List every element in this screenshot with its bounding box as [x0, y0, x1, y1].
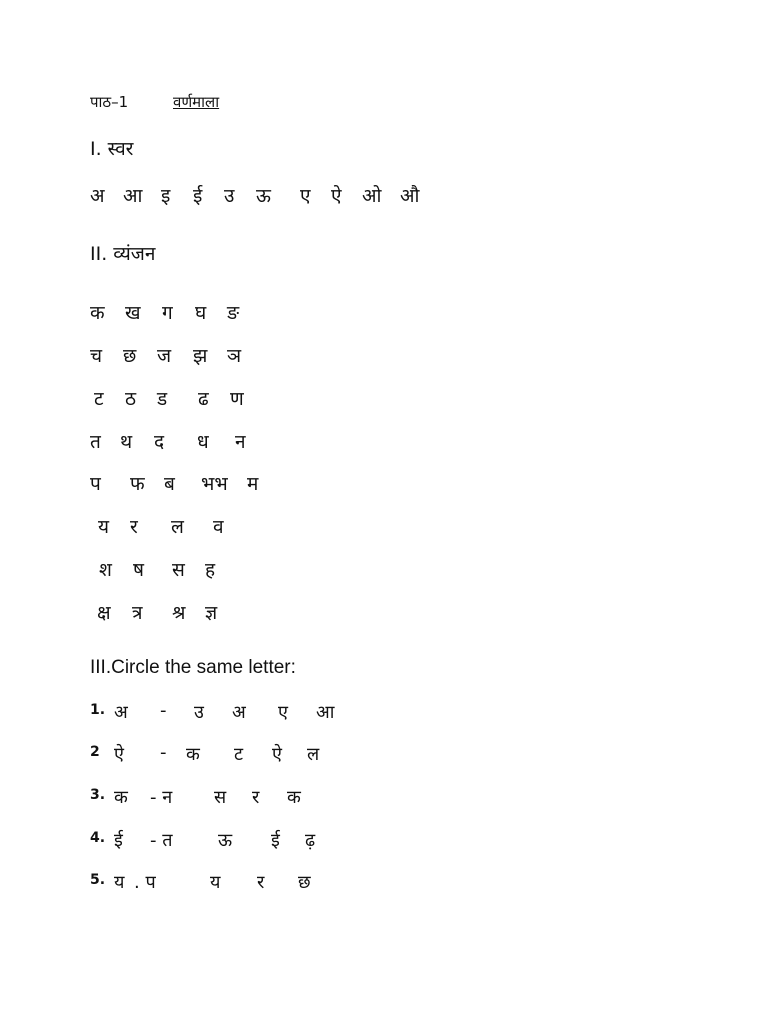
exercise-separator: . प — [134, 872, 156, 893]
consonant-letter: क्ष — [97, 602, 111, 624]
exercise-option[interactable]: ल — [307, 744, 320, 765]
consonant-letter: ड — [157, 388, 168, 410]
exercise-number: 2 — [90, 744, 100, 760]
consonant-letter: ट — [94, 388, 104, 410]
exercise-item — [0, 785, 768, 813]
consonant-row-conjuncts — [0, 599, 768, 627]
vowels-heading: I. स्वर — [90, 138, 134, 160]
consonant-row-ta-retroflex — [0, 385, 768, 413]
consonant-letter: स — [172, 559, 185, 581]
consonant-letter: म — [247, 473, 259, 495]
consonant-letter: ब — [164, 473, 175, 495]
consonant-letter: ज्ञ — [205, 602, 218, 624]
exercise-item — [0, 828, 768, 856]
exercise-option[interactable]: आ — [316, 702, 335, 723]
consonant-letter: र — [130, 516, 138, 538]
consonants-heading: II. व्यंजन — [90, 243, 156, 265]
exercise-item — [0, 742, 768, 770]
consonant-letter: थ — [120, 431, 133, 453]
vowel-letter: औ — [400, 185, 420, 207]
consonant-letter: श — [99, 559, 112, 581]
consonant-letter: य — [98, 516, 110, 538]
consonant-letter: ण — [230, 388, 244, 410]
consonant-letter: त — [90, 431, 101, 453]
consonant-letter: ध — [197, 431, 209, 453]
consonant-letter: झ — [193, 345, 208, 367]
exercise-separator: - — [160, 742, 167, 763]
exercise-option[interactable]: र — [252, 787, 260, 808]
exercise-option[interactable]: क — [186, 744, 200, 765]
exercise-target: ऐ — [114, 744, 124, 765]
consonant-letter: ल — [171, 516, 184, 538]
vowel-letter: ओ — [362, 185, 382, 207]
exercise-target: अ — [114, 702, 128, 723]
exercise-option[interactable]: ढ़ — [305, 830, 316, 851]
consonant-letter: ख — [125, 302, 141, 324]
consonant-letter: ज — [157, 345, 172, 367]
consonant-row-ka — [0, 299, 768, 327]
exercise-heading: III.Circle the same letter: — [90, 657, 296, 678]
lesson-header — [90, 92, 220, 112]
exercise-separator: - त — [150, 830, 173, 851]
consonant-letter: ङ — [227, 302, 240, 324]
consonant-row-pa — [0, 470, 768, 498]
vowels-row — [0, 182, 768, 210]
consonant-letter: ह — [205, 559, 216, 581]
exercise-option[interactable]: ट — [234, 744, 244, 765]
exercise-separator: - — [160, 700, 167, 721]
consonant-letter: क — [90, 302, 105, 324]
exercise-option[interactable]: ई — [271, 830, 280, 851]
exercise-target: ई — [114, 830, 123, 851]
consonant-row-ta-dental — [0, 428, 768, 456]
exercise-item — [0, 700, 768, 728]
consonant-letter: द — [154, 431, 165, 453]
exercise-number: 3. — [90, 787, 106, 803]
vowel-letter: ए — [300, 185, 311, 207]
vowel-letter: आ — [123, 185, 143, 207]
exercise-option[interactable]: ए — [278, 702, 288, 723]
exercise-option[interactable]: र — [257, 872, 265, 893]
consonant-row-ya — [0, 513, 768, 541]
exercise-option[interactable]: छ — [298, 872, 311, 893]
exercise-target: क — [114, 787, 128, 808]
consonant-letter: ग — [162, 302, 173, 324]
vowel-letter: ऊ — [256, 185, 271, 207]
vowel-letter: उ — [224, 185, 235, 207]
exercise-option[interactable]: स — [214, 787, 227, 808]
consonant-letter: न — [235, 431, 246, 453]
exercise-item — [0, 870, 768, 898]
consonant-letter: ष — [133, 559, 144, 581]
exercise-target: य — [114, 872, 125, 893]
exercise-separator: - न — [150, 787, 173, 808]
exercise-option[interactable]: य — [210, 872, 221, 893]
exercise-number: 1. — [90, 702, 106, 718]
vowel-letter: इ — [161, 185, 171, 207]
consonant-letter: ठ — [125, 388, 137, 410]
exercise-number: 4. — [90, 830, 106, 846]
consonant-row-sha — [0, 556, 768, 584]
consonant-letter: प — [90, 473, 101, 495]
consonant-letter: श्र — [172, 602, 186, 624]
consonant-row-cha — [0, 342, 768, 370]
lesson-number: पाठ–1 — [90, 93, 129, 111]
consonant-letter: ढ — [198, 388, 209, 410]
consonant-letter: फ — [130, 473, 145, 495]
consonant-letter: भभ — [201, 473, 228, 495]
consonant-letter: व — [213, 516, 224, 538]
consonant-letter: त्र — [132, 602, 143, 624]
exercise-option[interactable]: क — [287, 787, 301, 808]
consonant-letter: घ — [195, 302, 207, 324]
consonant-letter: ञ — [227, 345, 242, 367]
lesson-title: वर्णमाला — [173, 93, 220, 111]
consonant-letter: च — [90, 345, 103, 367]
exercise-option[interactable]: अ — [232, 702, 246, 723]
vowel-letter: अ — [90, 185, 105, 207]
vowel-letter: ई — [193, 185, 203, 207]
vowel-letter: ऐ — [331, 185, 342, 207]
exercise-option[interactable]: ऐ — [272, 744, 282, 765]
exercise-number: 5. — [90, 872, 106, 888]
exercise-option[interactable]: उ — [194, 702, 204, 723]
consonant-letter: छ — [123, 345, 137, 367]
exercise-option[interactable]: ऊ — [218, 830, 233, 851]
